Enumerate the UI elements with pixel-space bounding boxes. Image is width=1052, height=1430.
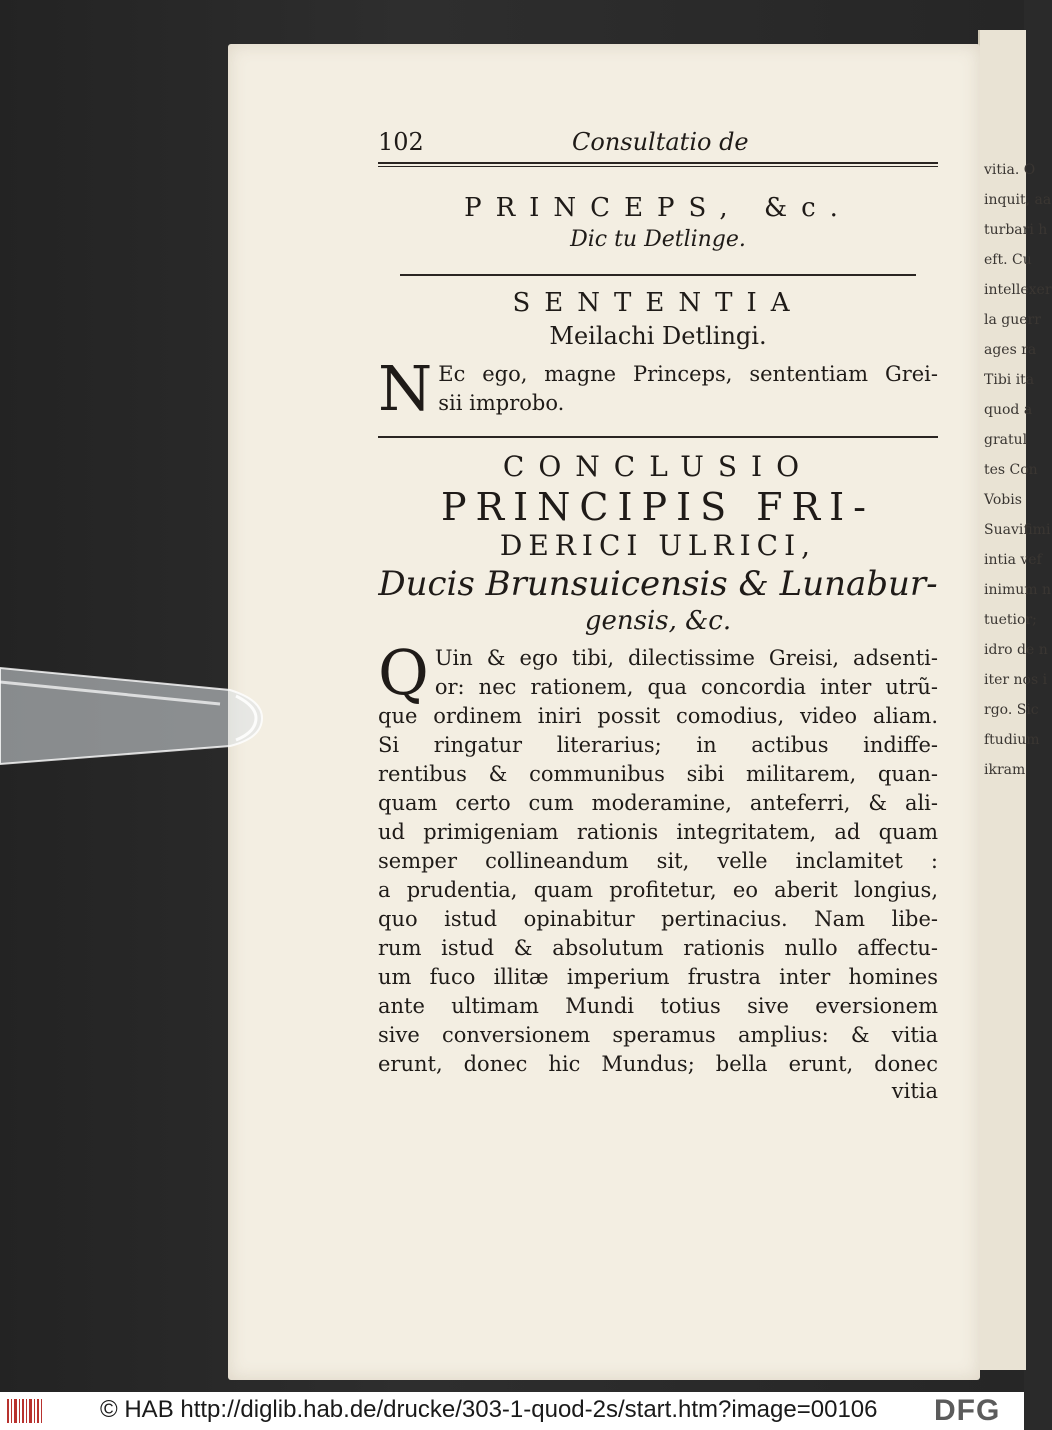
adjacent-page-line: inquit, aa [984,192,1052,208]
adjacent-page-line: gratul [984,432,1028,448]
page-holder-clip [0,660,262,770]
section-heading-principis: PRINCIPIS FRI- [440,485,876,529]
text-line: ud primigeniam rationis integritatem, ad quam [378,820,938,844]
text-line: rentibus & communibus sibi militarem, quan- [378,762,938,786]
section-heading-princeps: PRINCEPS, &c. [464,193,852,223]
book-page [228,44,980,1380]
section-heading-derici: DERICI ULRICI, [499,529,817,562]
adjacent-page-line: ages ra [984,342,1037,358]
running-head [378,128,938,162]
adjacent-page-line: rgo. Sic [984,702,1039,718]
adjacent-page-line: Tibi ita [984,372,1035,388]
text-line: a prudentia, quam profitetur, eo aberit longius, [378,878,938,902]
page-content [378,128,938,1103]
text-line: or: nec rationem, qua concordia inter utrũ- [434,675,938,699]
section-rule [400,274,915,276]
running-title: Consultatio de [572,128,749,156]
text-line: Ec ego, magne Princeps, sententiam Grei- [438,362,938,386]
text-line: quo istud opinabitur pertinacius. Nam libe- [378,907,938,931]
adjacent-page [978,30,1052,1370]
adjacent-page-line: idro de n [984,642,1048,658]
section-heading-sententia: SENTENTIA [512,288,804,318]
adjacent-page-line: eft. Cu [984,252,1032,268]
section-rule [378,436,938,438]
section-subheading-dictu: Dic tu Detlinge. [570,227,746,252]
adjacent-page-line: iter nos i [984,672,1048,688]
copyright-url: © HAB http://diglib.hab.de/drucke/303-1-quod-2s/start.htm?image=00106 [100,1396,878,1423]
adjacent-page-line: Vobis [984,492,1022,508]
adjacent-page-line: ftudium [984,732,1040,748]
text-line: erunt, donec hic Mundus; bella erunt, donec [378,1052,938,1076]
page-number: 102 [378,128,424,156]
paragraph-conclusio [378,636,938,1079]
catchword: vitia [891,1079,938,1103]
adjacent-page-line: inimum n [984,582,1052,598]
drop-cap: Q [378,636,429,709]
dfg-logo: DFG [934,1394,1001,1427]
text-line: Si ringatur literarius; in actibus indiffe- [378,733,938,757]
section-heading-conclusio: CONCLUSIO [502,450,814,483]
text-line: um fuco illitæ imperium frustra inter homines [378,965,938,989]
drop-cap: N [378,352,433,425]
text-line: Uin & ego tibi, dilectissime Greisi, adsenti- [434,646,938,670]
text-line: quam certo cum moderamine, anteferri, & ali- [378,791,938,815]
adjacent-page-line: vitia. O [984,162,1036,178]
text-line: que ordinem iniri possit comodius, video aliam. [378,704,938,728]
section-heading-gensis: gensis, &c. [584,606,732,636]
text-line: semper collineandum sit, velle inclamitet : [378,849,938,873]
text-line: ante ultimam Mundi totius sive eversionem [378,994,938,1018]
text-line: rum istud & absolutum rationis nullo affectu- [378,936,938,960]
text-line: sii improbo. [438,391,565,415]
adjacent-page-line: intia vef [984,552,1042,568]
section-subheading-meilachi: Meilachi Detlingi. [549,322,767,350]
head-rule [378,162,938,167]
paragraph-sententia [378,352,938,425]
adjacent-page-line: tes Con [984,462,1038,478]
adjacent-page-line: la guerr [984,312,1041,328]
section-heading-ducis: Ducis Brunsuicensis & Lunabur- [378,564,938,604]
footer-bar [0,1392,1024,1430]
hab-barcode-icon [6,1397,46,1425]
adjacent-page-line: tuetior; [984,612,1037,628]
adjacent-page-line: Suavifimi [984,522,1051,538]
text-line: sive conversionem speramus amplius: & vitia [378,1023,938,1047]
adjacent-page-line: ikram [984,762,1026,778]
adjacent-page-line: intellexer [984,282,1052,298]
adjacent-page-line: quod a [984,402,1033,418]
adjacent-page-line: turbari h [984,222,1048,238]
